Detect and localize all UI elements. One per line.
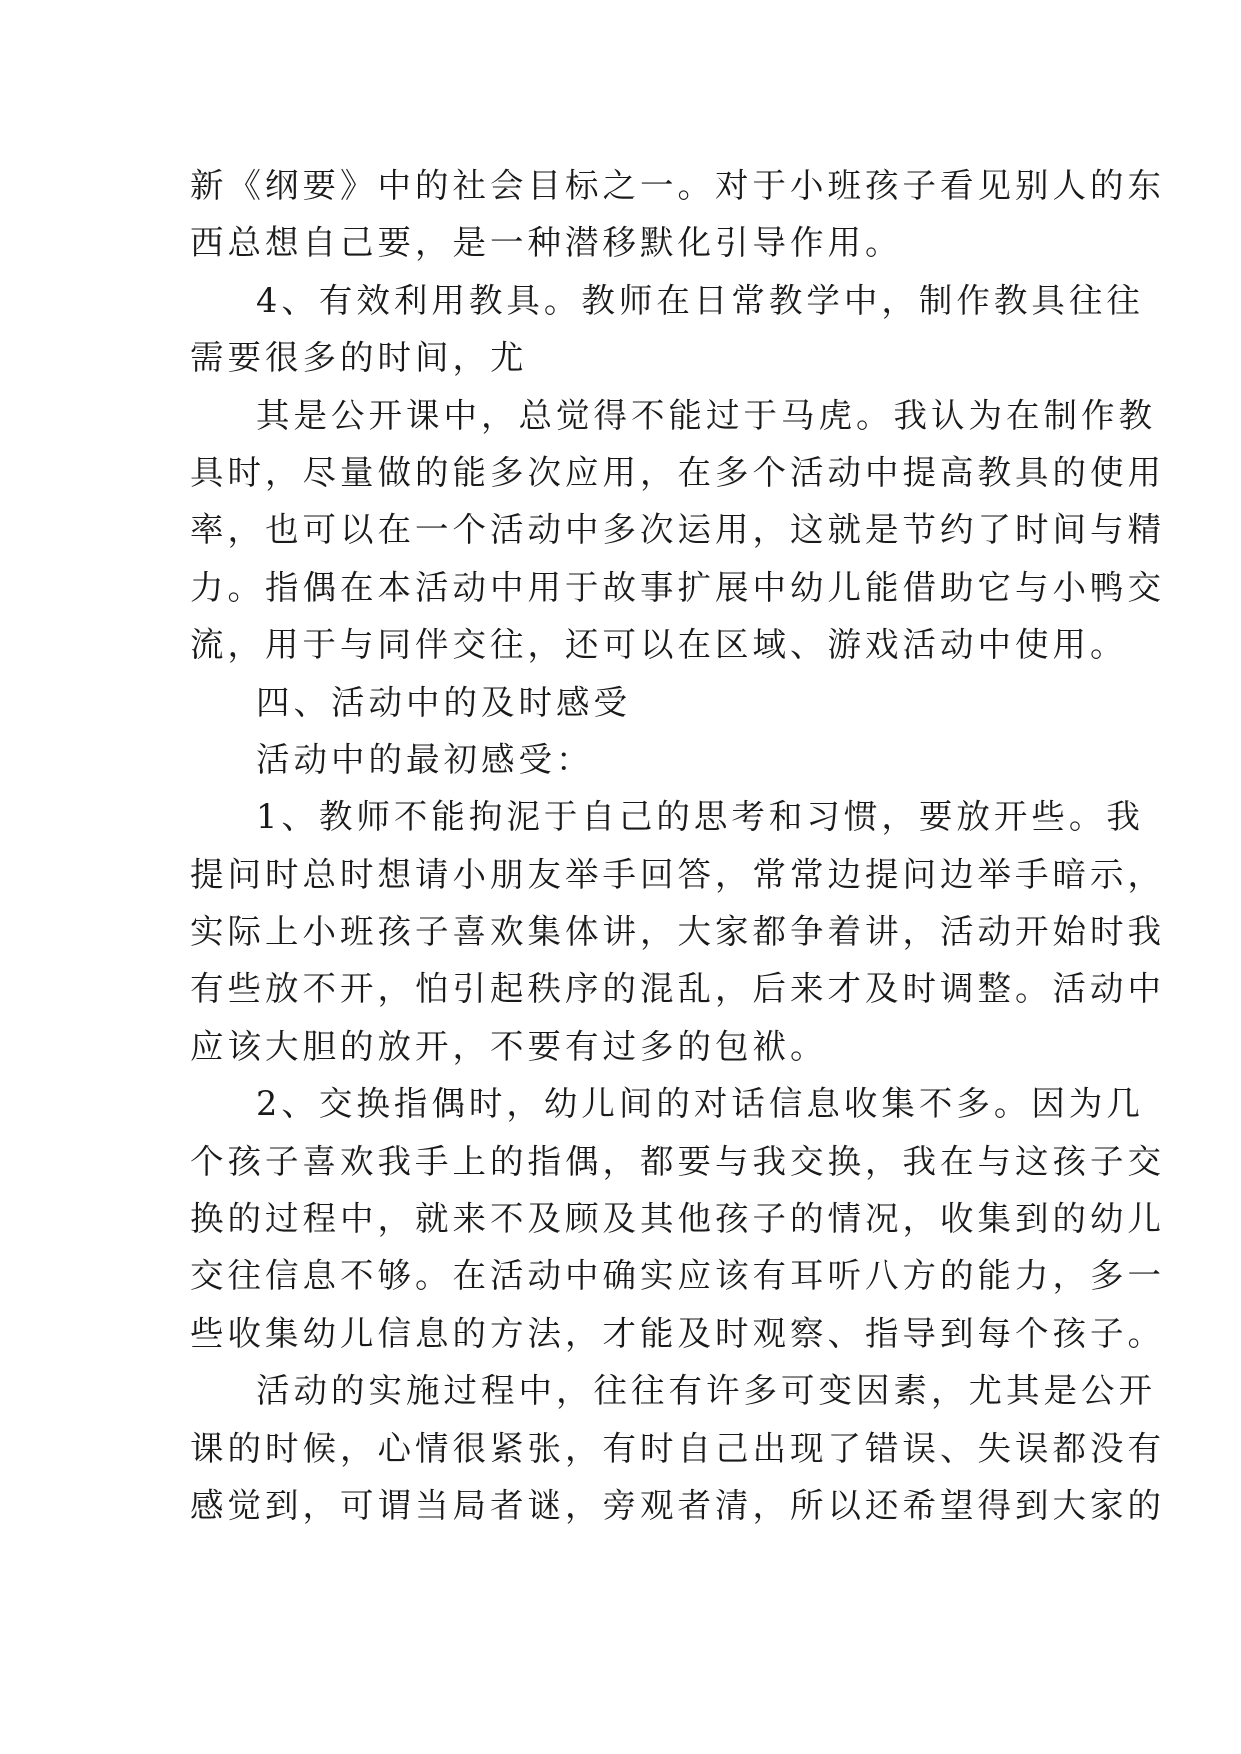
text-line: 有些放不开，怕引起秩序的混乱，后来才及时调整。活动中 [190, 969, 1165, 1009]
text-line: 其是公开课中，总觉得不能过于马虎。我认为在制作教 [256, 395, 1156, 435]
text-line: 活动的实施过程中，往往有许多可变因素，尤其是公开 [256, 1371, 1156, 1411]
text-line: 1、教师不能拘泥于自己的思考和习惯，要放开些。我 [256, 797, 1144, 837]
text-line: 实际上小班孩子喜欢集体讲，大家都争着讲，活动开始时我 [190, 912, 1165, 952]
text-line: 些收集幼儿信息的方法，才能及时观察、指导到每个孩子。 [190, 1313, 1165, 1353]
text-line: 流，用于与同伴交往，还可以在区域、游戏活动中使用。 [190, 625, 1128, 665]
text-line: 交往信息不够。在活动中确实应该有耳听八方的能力，多一 [190, 1256, 1165, 1296]
text-line: 换的过程中，就来不及顾及其他孩子的情况，收集到的幼儿 [190, 1199, 1165, 1239]
text-line: 4、有效利用教具。教师在日常教学中，制作教具往往 [256, 280, 1144, 320]
text-line: 提问时总时想请小朋友举手回答，常常边提问边举手暗示， [190, 854, 1165, 894]
text-line: 西总想自己要，是一种潜移默化引导作用。 [190, 223, 903, 263]
text-line: 率，也可以在一个活动中多次运用，这就是节约了时间与精 [190, 510, 1165, 550]
text-line: 需要很多的时间，尤 [190, 338, 528, 378]
text-line: 课的时候，心情很紧张，有时自己出现了错误、失误都没有 [190, 1428, 1165, 1468]
subheading: 活动中的最初感受： [256, 739, 594, 779]
text-line: 感觉到，可谓当局者谜，旁观者清，所以还希望得到大家的 [190, 1485, 1165, 1525]
text-line: 具时，尽量做的能多次应用，在多个活动中提高教具的使用 [190, 452, 1165, 492]
text-line: 个孩子喜欢我手上的指偶，都要与我交换，我在与这孩子交 [190, 1141, 1165, 1181]
text-line: 力。指偶在本活动中用于故事扩展中幼儿能借助它与小鸭交 [190, 567, 1165, 607]
section-heading: 四、活动中的及时感受 [256, 682, 631, 722]
text-line: 新《纲要》中的社会目标之一。对于小班孩子看见别人的东 [190, 166, 1165, 205]
text-line: 2、交换指偶时，幼儿间的对话信息收集不多。因为几 [256, 1084, 1144, 1124]
text-line: 应该大胆的放开，不要有过多的包袱。 [190, 1026, 828, 1066]
document-body [190, 157, 1165, 1534]
